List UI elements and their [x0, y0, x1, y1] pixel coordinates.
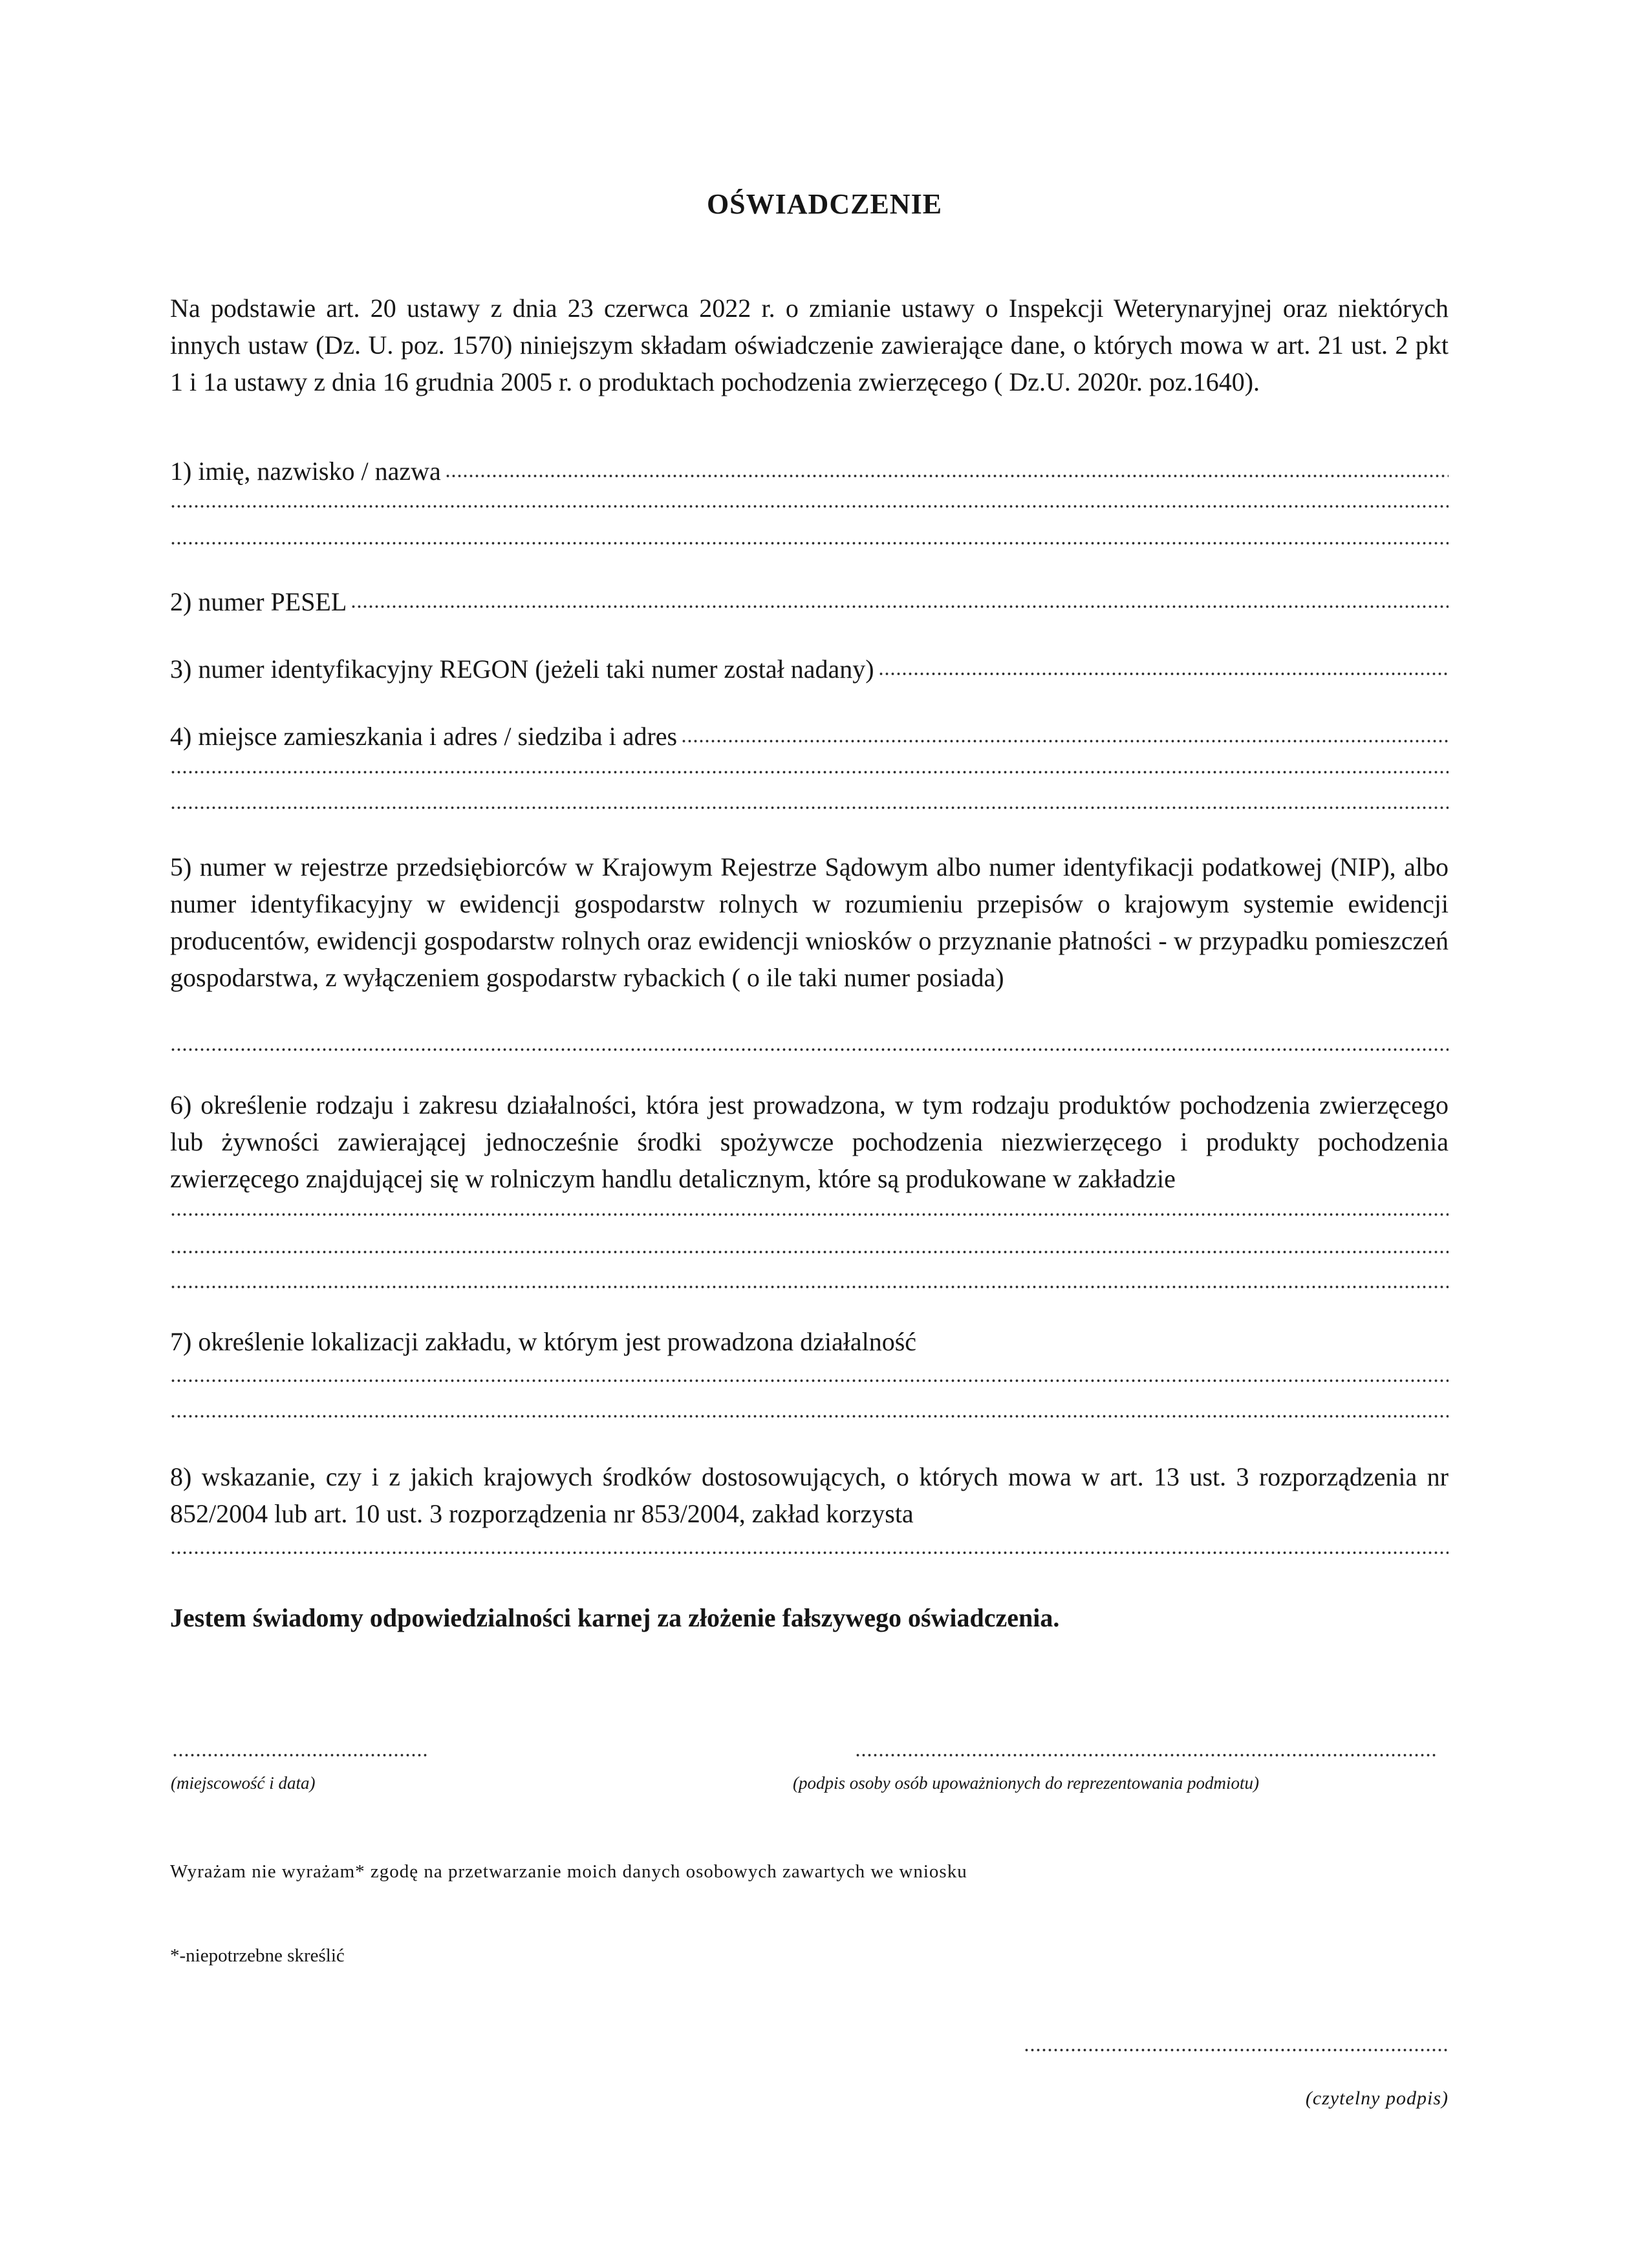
field-registry-fill-line[interactable] [170, 1048, 1449, 1051]
field-pesel-row [170, 583, 1449, 620]
field-regon-fill-line[interactable] [878, 673, 1449, 675]
field-address-fill-line[interactable] [681, 740, 1449, 742]
field-location-fill-line[interactable] [170, 1379, 1449, 1382]
field-name-row [170, 453, 1449, 490]
liability-warning: Jestem świadomy odpowiedzialności karnej za złożenie fałszywego oświadczenia. [170, 1603, 1060, 1632]
footnote: *-niepotrzebne skreślić [170, 1945, 345, 1966]
field-activity-fill-line-3[interactable] [170, 1286, 1449, 1288]
field-location-label: 7) określenie lokalizacji zakładu, w którym jest prowadzona działalność [170, 1327, 917, 1356]
field-address-label: 4) miejsce zamieszkania i adres / siedziba i adres [170, 722, 678, 751]
field-name-fill-line[interactable] [445, 475, 1449, 477]
field-regon-row [170, 651, 1449, 687]
field-name-label: 1) imię, nazwisko / nazwa [170, 457, 441, 486]
field-regon-label: 3) numer identyfikacyjny REGON (jeżeli taki numer został nadany) [170, 654, 874, 684]
field-address-fill-line-3[interactable] [170, 806, 1449, 809]
representative-signature-caption: (podpis osoby osób upoważnionych do reprezentowania podmiotu) [793, 1773, 1259, 1793]
representative-signature-line[interactable] [855, 1754, 1437, 1756]
legible-signature-caption: (czytelny podpis) [1305, 2088, 1449, 2109]
field-activity-fill-line[interactable] [170, 1213, 1449, 1216]
field-measures-fill-line[interactable] [170, 1551, 1449, 1554]
field-activity-label: 6) określenie rodzaju i zakresu działalności, która jest prowadzona, w tym rodzaju produktów pochodzenia zwierzęcego lub żywności zawierającej jednocześnie środki spożywcze pochodzenia niezwierzęcego i produkty pochodzenia zwierzęcego znajdującej się w rolniczym handlu detalicznym, które są produkowane w zakładzie [170, 1090, 1449, 1193]
intro-paragraph: Na podstawie art. 20 ustawy z dnia 23 czerwca 2022 r. o zmianie ustawy o Inspekcji Weterynaryjnej oraz niektórych innych ustaw (Dz. U. poz. 1570) niniejszym składam oświadczenie zawierające dane, o których mowa w art. 21 ust. 2 pkt 1 i 1a ustawy z dnia 16 grudnia 2005 r. o produktach pochodzenia zwierzęcego ( Dz.U. 2020r. poz.1640). [170, 294, 1449, 396]
place-date-fill-line[interactable] [172, 1754, 427, 1756]
field-address-fill-line-2[interactable] [170, 771, 1449, 773]
document-title: OŚWIADCZENIE [706, 188, 943, 220]
place-date-caption: (miejscowość i data) [171, 1773, 316, 1793]
field-name-fill-line-2[interactable] [170, 505, 1449, 508]
field-pesel-label: 2) numer PESEL [170, 587, 347, 616]
field-name-fill-line-3[interactable] [170, 542, 1449, 545]
field-pesel-fill-line[interactable] [350, 605, 1449, 608]
field-address-row [170, 718, 1449, 755]
legible-signature-line[interactable] [1024, 2049, 1449, 2051]
consent-statement: Wyrażam nie wyrażam* zgodę na przetwarzanie moich danych osobowych zawartych we wniosku [170, 1861, 967, 1882]
field-location-fill-line-2[interactable] [170, 1415, 1449, 1418]
field-activity-fill-line-2[interactable] [170, 1251, 1449, 1253]
field-measures-label: 8) wskazanie, czy i z jakich krajowych środków dostosowujących, o których mowa w art. 13 ust. 3 rozporządzenia nr 852/2004 lub art. 10 ust. 3 rozporządzenia nr 853/2004, zakład korzysta [170, 1462, 1449, 1528]
field-registry-label: 5) numer w rejestrze przedsiębiorców w Krajowym Rejestrze Sądowym albo numer identyfikacji podatkowej (NIP), albo numer identyfikacyjny w ewidencji gospodarstw rolnych w rozumieniu przepisów o krajowym systemie ewidencji producentów, ewidencji gospodarstw rolnych oraz ewidencji wniosków o przyznanie płatności - w przypadku pomieszczeń gospodarstwa, z wyłączeniem gospodarstw rybackich ( o ile taki numer posiada) [170, 852, 1449, 992]
